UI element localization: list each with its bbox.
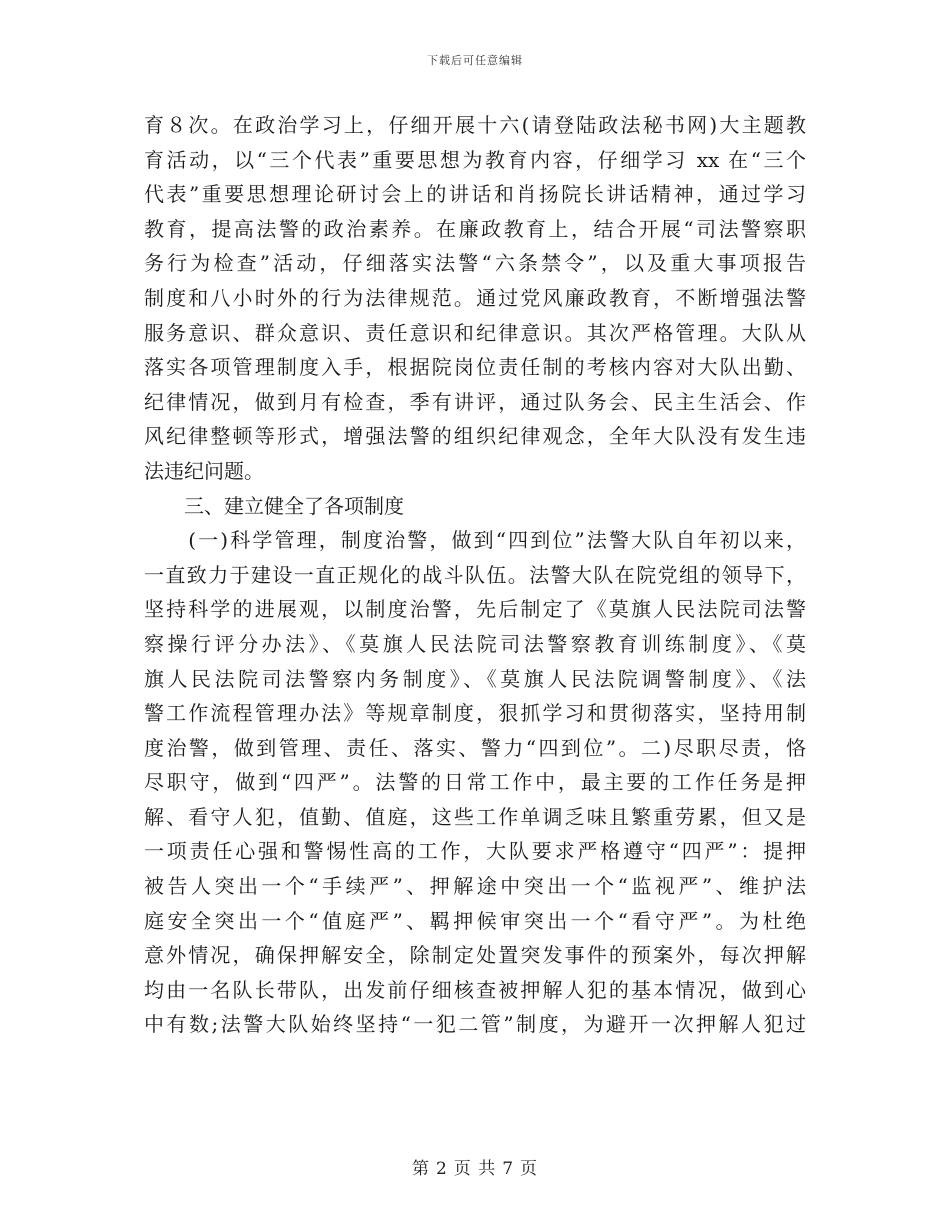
text-line: 务行为检查”活动，仔细落实法警“六条禁令”，以及重大事项报告 [144, 251, 806, 276]
page-footer [0, 1154, 950, 1179]
text-line: 坚持科学的进展观，以制度治警，先后制定了《莫旗人民法院司法警 [144, 597, 806, 622]
text-line: 中有数;法警大队始终坚持“一犯二管”制度，为避开一次押解人犯过 [144, 1012, 806, 1037]
current-page-number: 2 [435, 1159, 448, 1179]
text-line: 警工作流程管理办法》等规章制度，狠抓学习和贯彻落实，坚持用制 [144, 701, 806, 726]
text-line: 纪律情况，做到月有检查，季有讲评，通过队务会、民主生活会、作 [144, 389, 806, 414]
document-body [144, 108, 806, 1042]
total-pages-number: 7 [502, 1159, 515, 1179]
text-line: 落实各项管理制度入手，根据院岗位责任制的考核内容对大队出勤、 [144, 355, 806, 380]
text-line: 均由一名队长带队，出发前仔细核查被押解人犯的基本情况，做到心 [144, 977, 806, 1002]
text-line: 被告人突出一个“手续严”、押解途中突出一个“监视严”、维护法 [144, 874, 806, 899]
text-line: 育活动，以“三个代表”重要思想为教育内容，仔细学习 xx 在“三个 [144, 147, 806, 172]
text-line: (一)科学管理，制度治警，做到“四到位”法警大队自年初以来， [144, 528, 806, 553]
page-number-middle: 页 共 [453, 1159, 497, 1179]
text-line: 服务意识、群众意识、责任意识和纪律意识。其次严格管理。大队从 [144, 320, 806, 345]
text-line: 一项责任心强和警惕性高的工作，大队要求严格遵守“四严”：提押 [144, 839, 806, 864]
text-line: 代表”重要思想理论研讨会上的讲话和肖扬院长讲话精神，通过学习 [144, 182, 806, 207]
text-line: 制度和八小时外的行为法律规范。通过党风廉政教育，不断增强法警 [144, 285, 806, 310]
page-header: 下载后可任意编辑 [427, 54, 523, 67]
text-line: 庭安全突出一个“值庭严”、羁押候审突出一个“看守严”。为杜绝 [144, 908, 806, 933]
text-line: 教育，提高法警的政治素养。在廉政教育上，结合开展“司法警察职 [144, 216, 806, 241]
text-line: 解、看守人犯，值勤、值庭，这些工作单调乏味且繁重劳累，但又是 [144, 804, 806, 829]
section-heading: 三、建立健全了各项制度 [144, 493, 404, 518]
text-line: 一直致力于建设一直正规化的战斗队伍。法警大队在院党组的领导下， [144, 562, 806, 587]
text-line: 法违纪问题。 [144, 458, 264, 483]
text-line: 风纪律整顿等形式，增强法警的组织纪律观念，全年大队没有发生违 [144, 424, 806, 449]
text-line: 度治警，做到管理、责任、落实、警力“四到位”。二)尽职尽责，恪 [144, 735, 806, 760]
text-line: 旗人民法院司法警察内务制度》、《莫旗人民法院调警制度》、《法 [144, 666, 806, 691]
text-line: 察操行评分办法》、《莫旗人民法院司法警察教育训练制度》、《莫 [144, 631, 806, 656]
text-line: 育８次。在政治学习上，仔细开展十六(请登陆政法秘书网)大主题教 [144, 113, 806, 137]
text-line: 尽职守，做到“四严”。法警的日常工作中，最主要的工作任务是押 [144, 770, 806, 795]
page-number-prefix: 第 [411, 1159, 430, 1179]
page-number-suffix: 页 [520, 1159, 539, 1179]
text-line: 意外情况，确保押解安全，除制定处置突发事件的预案外，每次押解 [144, 943, 806, 968]
